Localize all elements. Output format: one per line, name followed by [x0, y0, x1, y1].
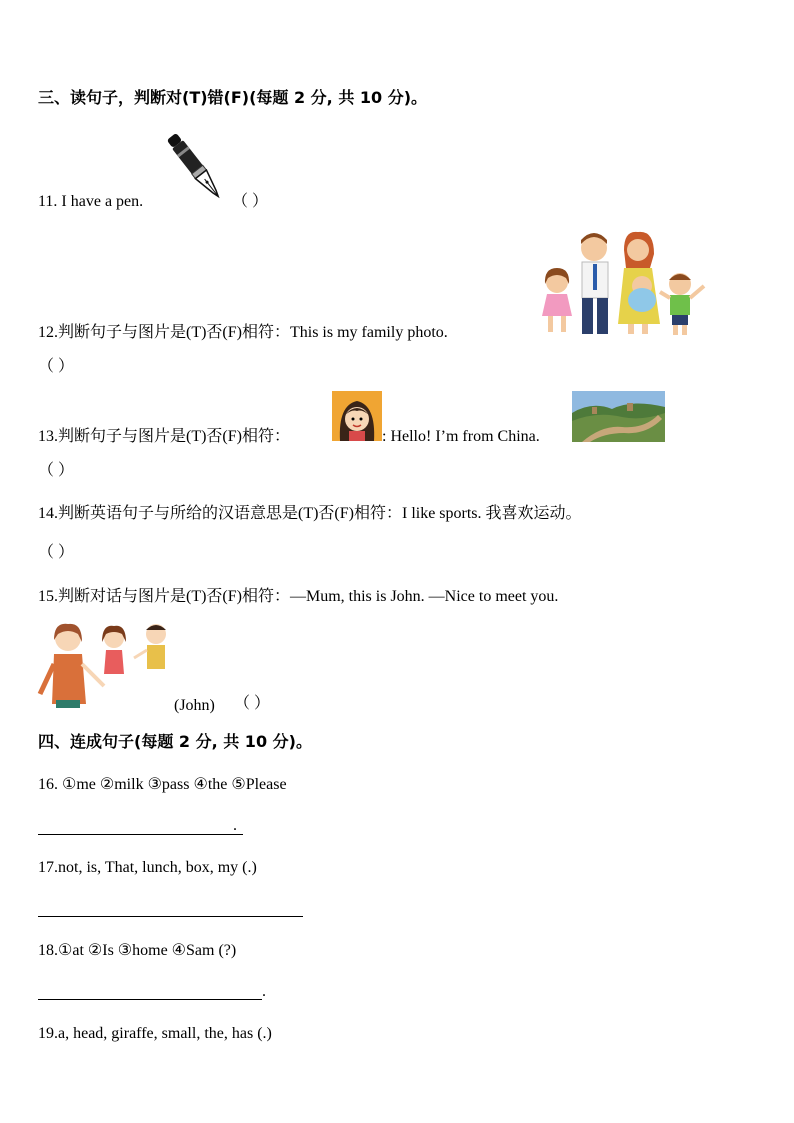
question-16-period: .: [233, 817, 237, 834]
question-19: 19.a, head, giraffe, small, the, has (.): [38, 1025, 272, 1042]
question-13-text: 13.判断句子与图片是(T)否(F)相符：: [38, 428, 290, 445]
question-11-text: 11. I have a pen.: [38, 193, 144, 210]
question-16: 16. ①me ②milk ③pass ④the ⑤Please: [38, 776, 287, 793]
girl-image: [332, 391, 382, 441]
question-16-answer-line[interactable]: [38, 834, 243, 835]
question-12-answer-paren[interactable]: （ ）: [38, 358, 75, 375]
question-13-text-2: : Hello! I’m from China.: [382, 428, 540, 445]
question-12: 12.判断句子与图片是(T)否(F)相符：This is my family photo.: [38, 324, 448, 341]
question-18-answer-line[interactable]: [38, 999, 262, 1000]
question-18-period: .: [262, 983, 266, 1000]
question-17-answer-line[interactable]: [38, 916, 303, 917]
question-17: 17.not, is, That, lunch, box, my (.): [38, 859, 257, 876]
question-14: 14.判断英语句子与所给的汉语意思是(T)否(F)相符：I like sports. 我喜欢运动。: [38, 505, 582, 522]
question-11: [38, 192, 143, 212]
section-3-heading: 三、读句子，判断对(T)错(F)(每题 2 分, 共 10 分)。: [38, 88, 428, 107]
pen-image: [165, 126, 227, 210]
question-11-answer-paren[interactable]: （ ）: [232, 193, 269, 210]
question-15-john-label: (John): [174, 697, 215, 714]
question-14-answer-paren[interactable]: （ ）: [38, 544, 75, 561]
people-image: [36, 620, 176, 710]
question-13-answer-paren[interactable]: （ ）: [38, 462, 75, 479]
question-15: 15.判断对话与图片是(T)否(F)相符：—Mum, this is John. —Nice to meet you.: [38, 588, 559, 605]
question-18: 18.①at ②Is ③home ④Sam (?): [38, 942, 237, 959]
question-15-answer-paren[interactable]: （ ）: [234, 695, 271, 712]
section-4-heading: 四、连成句子(每题 2 分, 共 10 分)。: [38, 732, 312, 751]
family-image: [532, 228, 712, 338]
great-wall-image: [572, 391, 665, 442]
